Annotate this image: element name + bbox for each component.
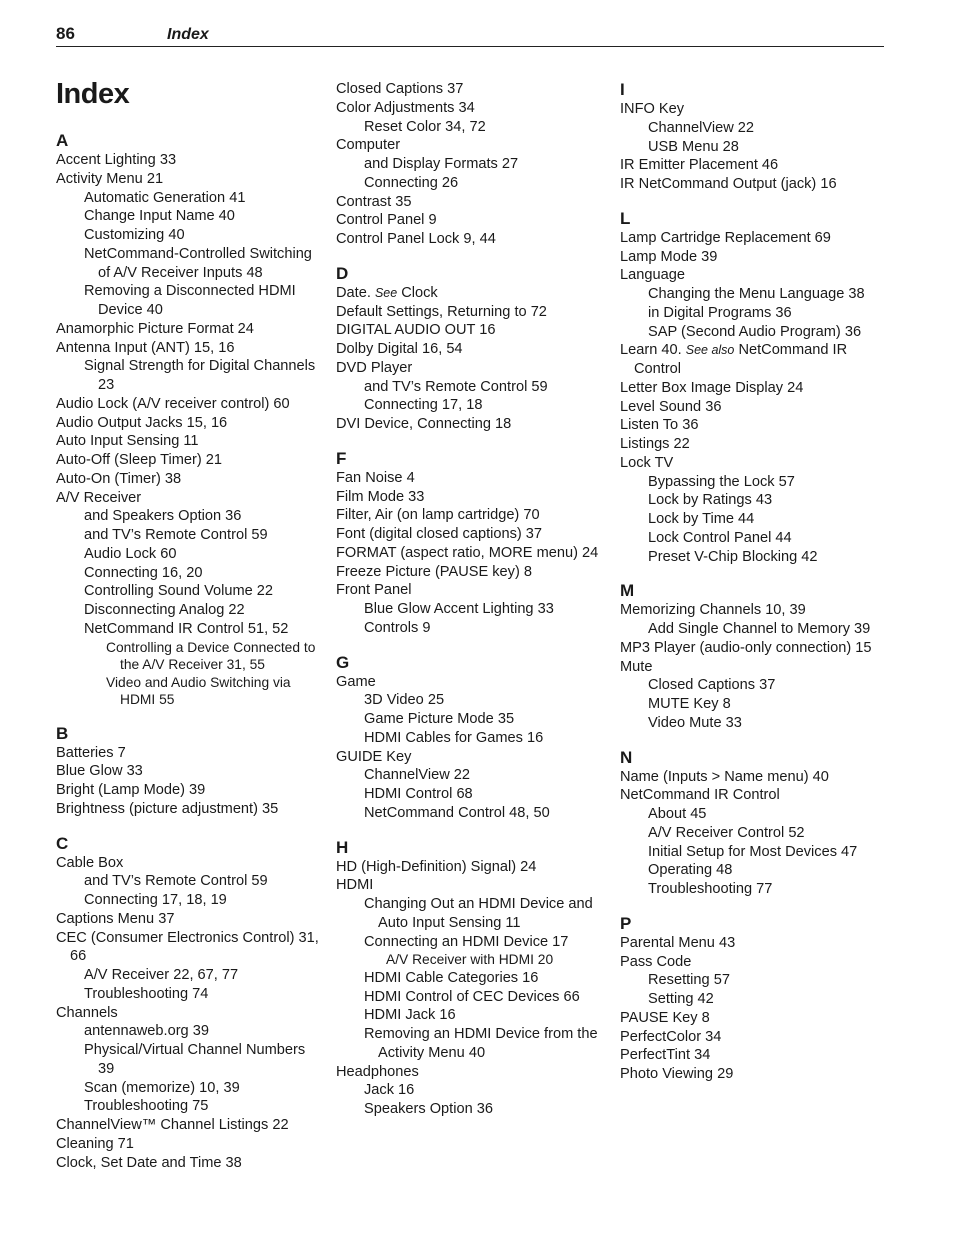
index-entry: Batteries 7 — [56, 744, 126, 761]
index-section — [56, 834, 324, 1173]
index-subentry: Troubleshooting 74 — [84, 985, 209, 1002]
index-subentry: Blue Glow Accent Lighting 33 — [364, 601, 554, 617]
index-entry: Default Settings, Returning to 72 — [336, 303, 547, 320]
index-subentry: 3D Video 25 — [364, 692, 445, 709]
index-subentry: A/V Receiver with HDMI 20 — [386, 952, 554, 968]
index-entry: Mute — [620, 658, 653, 675]
index-subentry: Removing a Disconnected HDMI Device 40 — [84, 283, 296, 318]
page-header — [56, 24, 884, 47]
index-subentry: Add Single Channel to Memory 39 — [648, 621, 871, 637]
index-subentry: and Speakers Option 36 — [84, 508, 242, 525]
index-subentry: Video and Audio Switching via HDMI 55 — [106, 674, 291, 707]
index-subentry: Connecting an HDMI Device 17 — [364, 933, 569, 950]
index-entry: Clock, Set Date and Time 38 — [56, 1154, 242, 1171]
index-subentry: and TV’s Remote Control 59 — [84, 527, 268, 543]
index-subentry: ChannelView 22 — [364, 767, 471, 784]
index-subentry: Removing an HDMI Device from the Activity Menu 40 — [364, 1026, 598, 1061]
index-entry: Channels — [56, 1004, 118, 1021]
index-entry: ChannelView™ Channel Listings 22 — [56, 1117, 289, 1133]
section-letter: H — [336, 837, 349, 857]
index-subentry: Game Picture Mode 35 — [364, 711, 515, 727]
index-section — [336, 449, 606, 638]
index-entry: Anamorphic Picture Format 24 — [56, 320, 254, 337]
section-letter: L — [620, 208, 631, 228]
index-subentry: HDMI Control of CEC Devices 66 — [364, 988, 580, 1005]
section-letter: I — [620, 80, 625, 99]
index-entry: Letter Box Image Display 24 — [620, 379, 804, 396]
index-subentry: Controlling a Device Connected to the A/V Receiver 31, 55 — [106, 639, 316, 672]
index-subentry: SAP (Second Audio Program) 36 — [648, 323, 862, 340]
index-subentry: Bypassing the Lock 57 — [648, 473, 795, 490]
index-entry: Contrast 35 — [336, 193, 412, 210]
index-entry: Headphones — [336, 1063, 419, 1080]
index-entry: DVI Device, Connecting 18 — [336, 416, 512, 432]
index-subentry: Controlling Sound Volume 22 — [84, 583, 274, 600]
index-subentry: USB Menu 28 — [648, 138, 739, 155]
section-letter: C — [56, 833, 69, 853]
index-subentry: Connecting 17, 18, 19 — [84, 892, 227, 908]
index-entry: Accent Lighting 33 — [56, 152, 177, 168]
index-entry: Audio Output Jacks 15, 16 — [56, 414, 228, 431]
index-entry: IR NetCommand Output (jack) 16 — [620, 176, 837, 192]
index-section — [620, 748, 890, 899]
index-entry: DVD Player — [336, 359, 413, 376]
index-subentry: Changing the Menu Language 38 — [648, 286, 865, 302]
index-entry: Blue Glow 33 — [56, 763, 143, 780]
index-subentry: Operating 48 — [648, 862, 733, 879]
index-subentry: A/V Receiver Control 52 — [648, 824, 805, 841]
index-entry: Auto-Off (Sleep Timer) 21 — [56, 452, 223, 468]
index-subentry: Speakers Option 36 — [364, 1101, 493, 1117]
index-entry: Closed Captions 37 — [336, 81, 464, 97]
index-entry: Name (Inputs > Name menu) 40 — [620, 768, 829, 785]
index-entry: Brightness (picture adjustment) 35 — [56, 800, 279, 817]
index-entry: Control Panel 9 — [336, 212, 437, 229]
index-section — [620, 80, 890, 194]
index-entry: Pass Code — [620, 953, 692, 970]
index-section — [56, 724, 324, 819]
index-entry: Activity Menu 21 — [56, 170, 164, 187]
index-entry: Game — [336, 673, 376, 690]
index-entry: PerfectTint 34 — [620, 1047, 711, 1064]
index-entry: Parental Menu 43 — [620, 934, 736, 951]
index-entry: Bright (Lamp Mode) 39 — [56, 782, 206, 798]
index-entry: Computer — [336, 137, 401, 154]
index-entry: MP3 Player (audio-only connection) 15 — [620, 639, 872, 656]
index-entry: NetCommand IR Control — [620, 787, 780, 804]
index-entry: HDMI — [336, 877, 374, 894]
index-entry: Language — [620, 267, 685, 284]
cross-reference-label: See — [374, 285, 398, 300]
section-letter: A — [56, 131, 69, 150]
index-entry: Audio Lock (A/V receiver control) 60 — [56, 395, 290, 412]
index-subentry: Physical/Virtual Channel Numbers 39 — [84, 1042, 306, 1077]
index-entry: Front Panel — [336, 582, 412, 599]
index-section — [336, 653, 606, 823]
index-entry: Memorizing Channels 10, 39 — [620, 602, 806, 619]
index-subentry: antennaweb.org 39 — [84, 1023, 209, 1040]
section-letter: N — [620, 747, 633, 767]
index-subentry: Connecting 26 — [364, 174, 459, 191]
index-subentry: HDMI Cables for Games 16 — [364, 729, 544, 746]
index-section — [56, 131, 324, 709]
section-letter: G — [336, 652, 350, 672]
index-subentry: Connecting 16, 20 — [84, 564, 203, 581]
index-entry: INFO Key — [620, 101, 685, 117]
section-letter: D — [336, 263, 349, 283]
index-subentry: About 45 — [648, 806, 707, 822]
page-number: 86 — [56, 24, 75, 43]
section-letter: P — [620, 913, 632, 933]
index-subentry: HDMI Cable Categories 16 — [364, 969, 539, 986]
index-entry: Lamp Mode 39 — [620, 248, 718, 265]
index-subentry: and TV’s Remote Control 59 — [364, 378, 548, 395]
index-entry: Color Adjustments 34 — [336, 99, 475, 116]
index-entry: Freeze Picture (PAUSE key) 8 — [336, 563, 532, 580]
index-subentry: Resetting 57 — [648, 972, 730, 989]
index-entry: Cleaning 71 — [56, 1135, 134, 1152]
index-entry: Listen To 36 — [620, 417, 699, 434]
index-subentry: NetCommand-Controlled Switching of A/V Receiver Inputs 48 — [84, 245, 312, 281]
index-column-1 — [56, 131, 324, 1172]
index-column-3 — [620, 80, 890, 1084]
index-entry: Photo Viewing 29 — [620, 1066, 734, 1082]
index-subentry: Disconnecting Analog 22 — [84, 602, 245, 618]
index-section — [336, 264, 606, 434]
index-entry: Cable Box — [56, 854, 124, 871]
index-subentry: and Display Formats 27 — [364, 156, 519, 172]
index-subentry: Jack 16 — [364, 1082, 415, 1099]
index-entry: Lamp Cartridge Replacement 69 — [620, 229, 831, 246]
index-subentry: Connecting 17, 18 — [364, 397, 483, 414]
index-subentry: Initial Setup for Most Devices 47 — [648, 843, 858, 860]
index-entry: Learn 40. See also NetCommand IR Control — [620, 342, 848, 377]
index-entry: Level Sound 36 — [620, 398, 722, 415]
index-subentry: NetCommand Control 48, 50 — [364, 804, 550, 821]
index-subentry: Changing Out an HDMI Device and Auto Input Sensing 11 — [364, 896, 593, 931]
index-entry: Dolby Digital 16, 54 — [336, 341, 463, 357]
index-subentry: Audio Lock 60 — [84, 545, 177, 562]
index-entry: Date. See Clock — [336, 284, 438, 301]
index-subentry: Reset Color 34, 72 — [364, 118, 486, 135]
index-subentry: Troubleshooting 77 — [648, 881, 773, 897]
index-entry: Control Panel Lock 9, 44 — [336, 231, 496, 247]
index-subentry: Automatic Generation 41 — [84, 189, 246, 206]
index-entry: A/V Receiver — [56, 489, 142, 506]
index-entry: Film Mode 33 — [336, 488, 425, 505]
index-entry: Filter, Air (on lamp cartridge) 70 — [336, 507, 540, 524]
index-entry: DIGITAL AUDIO OUT 16 — [336, 322, 496, 339]
index-column-2 — [336, 80, 606, 1119]
index-entry: Fan Noise 4 — [336, 469, 415, 486]
index-subentry: MUTE Key 8 — [648, 696, 731, 712]
index-subentry: Change Input Name 40 — [84, 208, 235, 225]
cross-reference-label: See also — [685, 343, 735, 358]
index-section — [620, 581, 890, 732]
index-entry: HD (High-Definition) Signal) 24 — [336, 858, 537, 875]
index-entry: Auto Input Sensing 11 — [56, 433, 199, 450]
section-letter: F — [336, 448, 347, 468]
index-entry: PerfectColor 34 — [620, 1028, 722, 1045]
running-head: Index — [167, 26, 209, 43]
index-entry: Listings 22 — [620, 436, 690, 452]
index-subentry: HDMI Jack 16 — [364, 1007, 456, 1024]
index-subentry: in Digital Programs 36 — [648, 304, 792, 321]
index-section — [336, 80, 606, 249]
index-entry: CEC (Consumer Electronics Control) 31, 66 — [56, 929, 319, 965]
index-entry: IR Emitter Placement 46 — [620, 157, 779, 174]
page-title: Index — [56, 78, 130, 110]
index-subentry: Scan (memorize) 10, 39 — [84, 1079, 240, 1096]
index-entry: FORMAT (aspect ratio, MORE menu) 24 — [336, 544, 599, 561]
index-section — [620, 209, 890, 567]
index-subentry: Lock Control Panel 44 — [648, 529, 792, 546]
section-letter: B — [56, 723, 69, 743]
index-entry: Captions Menu 37 — [56, 910, 175, 927]
index-subentry: ChannelView 22 — [648, 119, 755, 136]
index-entry: Auto-On (Timer) 38 — [56, 470, 182, 487]
section-letter: M — [620, 581, 635, 601]
index-section — [336, 838, 606, 1119]
index-subentry: NetCommand IR Control 51, 52 — [84, 620, 289, 637]
index-entry: GUIDE Key — [336, 748, 412, 765]
index-subentry: A/V Receiver 22, 67, 77 — [84, 967, 239, 983]
index-entry: PAUSE Key 8 — [620, 1009, 710, 1026]
index-subentry: Customizing 40 — [84, 227, 185, 243]
index-entry: Antenna Input (ANT) 15, 16 — [56, 339, 235, 356]
index-subentry: Signal Strength for Digital Channels 23 — [84, 358, 316, 393]
index-subentry: and TV’s Remote Control 59 — [84, 873, 268, 890]
index-subentry: HDMI Control 68 — [364, 786, 473, 802]
index-subentry: Closed Captions 37 — [648, 677, 776, 694]
index-subentry: Video Mute 33 — [648, 714, 742, 731]
index-section — [620, 914, 890, 1084]
index-entry: Font (digital closed captions) 37 — [336, 526, 543, 542]
index-entry: Lock TV — [620, 454, 674, 471]
index-subentry: Lock by Time 44 — [648, 511, 755, 527]
index-subentry: Lock by Ratings 43 — [648, 492, 773, 509]
index-subentry: Troubleshooting 75 — [84, 1098, 209, 1115]
index-subentry: Controls 9 — [364, 619, 431, 636]
index-subentry: Preset V-Chip Blocking 42 — [648, 548, 818, 565]
index-subentry: Setting 42 — [648, 991, 714, 1007]
